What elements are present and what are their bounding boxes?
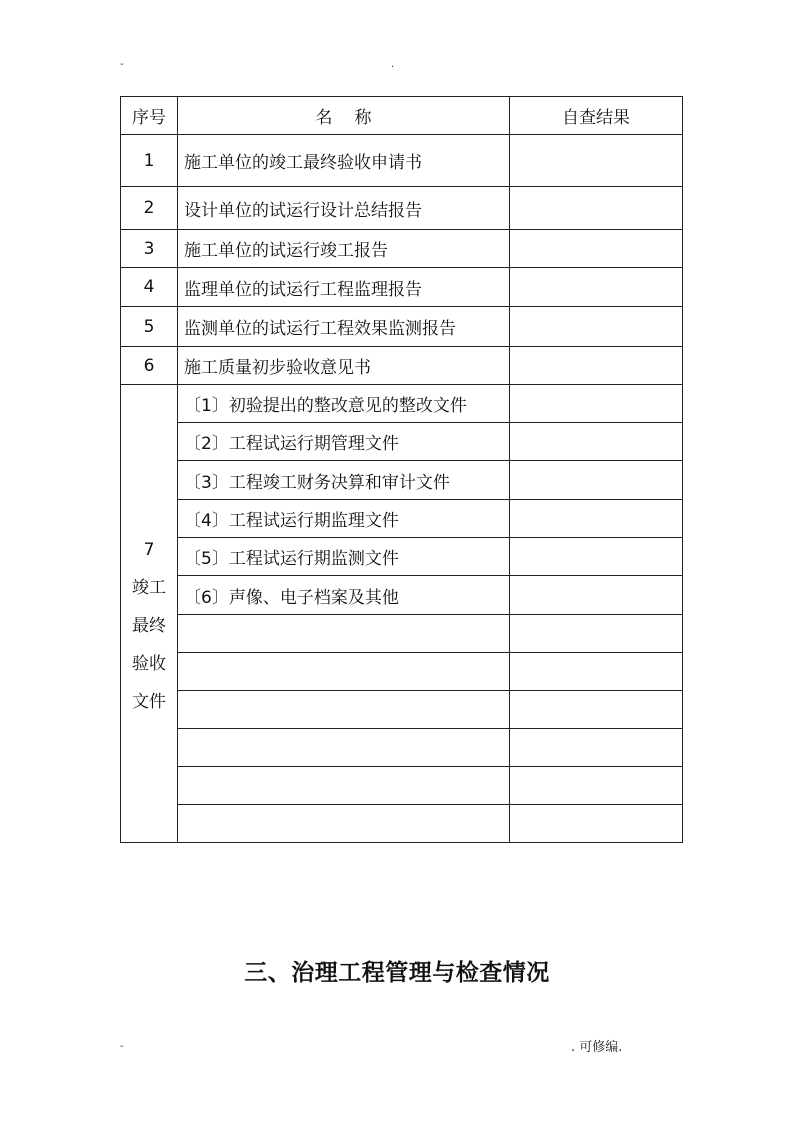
table-row xyxy=(121,500,683,538)
table-row xyxy=(121,653,683,691)
row-index: 6 xyxy=(121,347,178,385)
group7-title-line: 最终 xyxy=(132,616,166,636)
header-result: 自查结果 xyxy=(510,97,683,135)
table-row xyxy=(121,461,683,500)
footer-left-mark: - xyxy=(120,1041,124,1052)
group7-label-cell xyxy=(121,385,178,843)
table-row xyxy=(121,268,683,307)
row-result-cell[interactable] xyxy=(510,615,683,653)
section-title: 三、治理工程管理与检查情况 xyxy=(244,960,550,986)
group7-item[interactable] xyxy=(178,729,510,767)
table-header-row xyxy=(121,97,683,135)
row-result-cell[interactable] xyxy=(510,500,683,538)
row-result-cell[interactable] xyxy=(510,423,683,461)
header-center-mark: . xyxy=(391,59,395,70)
group7-title-line: 竣工 xyxy=(132,578,166,598)
row-result-cell[interactable] xyxy=(510,307,683,347)
group7-item: 〔2〕工程试运行期管理文件 xyxy=(178,423,510,461)
group7-item[interactable] xyxy=(178,653,510,691)
row-index: 3 xyxy=(121,230,178,268)
group7-item: 〔5〕工程试运行期监测文件 xyxy=(178,538,510,576)
row-index: 4 xyxy=(121,268,178,307)
footer-editable-note: . 可修编. xyxy=(571,1040,623,1055)
table-row xyxy=(121,729,683,767)
row-result-cell[interactable] xyxy=(510,538,683,576)
group7-item: 〔6〕声像、电子档案及其他 xyxy=(178,576,510,615)
table-row xyxy=(121,187,683,230)
table-row xyxy=(121,691,683,729)
row-name: 监测单位的试运行工程效果监测报告 xyxy=(178,307,510,347)
group7-item: 〔1〕初验提出的整改意见的整改文件 xyxy=(178,385,510,423)
group7-item[interactable] xyxy=(178,767,510,805)
row-name: 设计单位的试运行设计总结报告 xyxy=(178,187,510,230)
row-result-cell[interactable] xyxy=(510,653,683,691)
header-index: 序号 xyxy=(121,97,178,135)
group7-item[interactable] xyxy=(178,691,510,729)
header-left-mark: - xyxy=(120,59,124,70)
group7-item: 〔4〕工程试运行期监理文件 xyxy=(178,500,510,538)
group7-title-line: 文件 xyxy=(132,692,166,712)
row-name: 施工质量初步验收意见书 xyxy=(178,347,510,385)
group7-item[interactable] xyxy=(178,615,510,653)
row-result-cell[interactable] xyxy=(510,729,683,767)
table-row xyxy=(121,805,683,843)
group7-title-line: 验收 xyxy=(132,654,166,674)
table-row xyxy=(121,385,683,423)
group7-item[interactable] xyxy=(178,805,510,843)
table-row xyxy=(121,767,683,805)
row-name: 施工单位的试运行竣工报告 xyxy=(178,230,510,268)
row-index: 1 xyxy=(121,135,178,187)
table-row xyxy=(121,423,683,461)
row-result-cell[interactable] xyxy=(510,230,683,268)
group7-item: 〔3〕工程竣工财务决算和审计文件 xyxy=(178,461,510,500)
row-result-cell[interactable] xyxy=(510,767,683,805)
row-result-cell[interactable] xyxy=(510,461,683,500)
row-result-cell[interactable] xyxy=(510,187,683,230)
row-result-cell[interactable] xyxy=(510,691,683,729)
row-result-cell[interactable] xyxy=(510,805,683,843)
table-row xyxy=(121,347,683,385)
group7-index: 7 xyxy=(143,540,155,560)
row-result-cell[interactable] xyxy=(510,576,683,615)
row-result-cell[interactable] xyxy=(510,385,683,423)
row-name: 施工单位的竣工最终验收申请书 xyxy=(178,135,510,187)
self-check-table xyxy=(120,96,683,843)
header-name xyxy=(178,97,510,135)
row-index: 5 xyxy=(121,307,178,347)
row-name: 监理单位的试运行工程监理报告 xyxy=(178,268,510,307)
table-row xyxy=(121,230,683,268)
table-row xyxy=(121,615,683,653)
header-name-first-char: 名 xyxy=(315,108,333,128)
table-row xyxy=(121,576,683,615)
table-row xyxy=(121,538,683,576)
row-result-cell[interactable] xyxy=(510,347,683,385)
table-row xyxy=(121,307,683,347)
row-index: 2 xyxy=(121,187,178,230)
row-result-cell[interactable] xyxy=(510,268,683,307)
header-name-second-char: 称 xyxy=(354,108,372,128)
table-row xyxy=(121,135,683,187)
row-result-cell[interactable] xyxy=(510,135,683,187)
